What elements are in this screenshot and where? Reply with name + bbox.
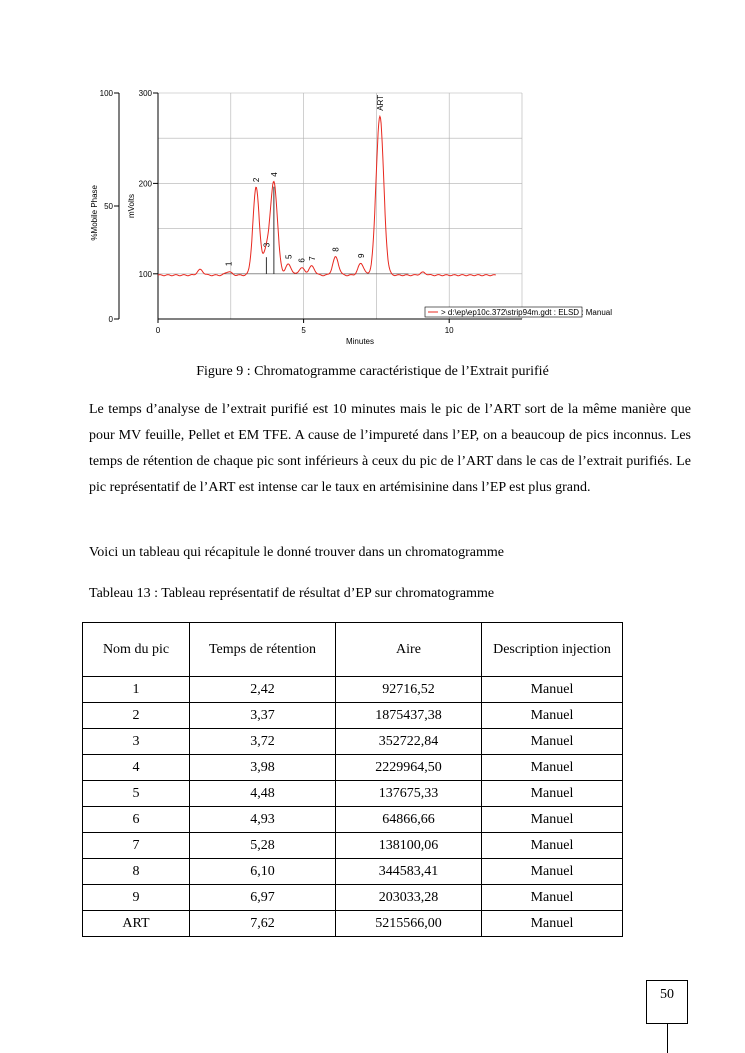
x-tick-label: 10 <box>444 326 454 335</box>
cell-injection: Manuel <box>482 781 623 807</box>
cell-peak-name: 7 <box>83 833 190 859</box>
cell-injection: Manuel <box>482 703 623 729</box>
cell-retention-time: 3,98 <box>190 755 336 781</box>
cell-injection: Manuel <box>482 677 623 703</box>
peak-label: 5 <box>284 254 294 259</box>
cell-peak-name: ART <box>83 911 190 937</box>
chromatogram-chart <box>85 85 665 355</box>
cell-injection: Manuel <box>482 885 623 911</box>
y-tick-label: 200 <box>138 179 152 189</box>
table-row <box>83 885 623 911</box>
cell-injection: Manuel <box>482 807 623 833</box>
cell-retention-time: 3,37 <box>190 703 336 729</box>
table-row <box>83 833 623 859</box>
cell-injection: Manuel <box>482 729 623 755</box>
cell-retention-time: 2,42 <box>190 677 336 703</box>
y2-tick-label: 0 <box>108 315 113 324</box>
analysis-paragraph: Le temps d’analyse de l’extrait purifié est 10 minutes mais le pic de l’ART sort de la même manière que pour MV feuille, Pellet et EM TFE. A cause de l’impureté dans l’EP, on a beaucoup de pics inconnus. Les temps de rétention de chaque pic sont inférieurs à ceux du pic de l’ART dans le cas de l’extrait purifiés. Le pic représentatif de l’ART est intense car le taux en artémisinine dans l’EP est plus grand. <box>89 402 691 495</box>
cell-area: 5215566,00 <box>336 911 482 937</box>
cell-peak-name: 8 <box>83 859 190 885</box>
peak-label: 3 <box>262 242 272 248</box>
table-title: Tableau 13 : Tableau représentatif de résultat d’EP sur chromatogramme <box>89 586 495 601</box>
cell-area: 64866,66 <box>336 807 482 833</box>
x-tick-label: 5 <box>301 326 306 335</box>
cell-retention-time: 6,97 <box>190 885 336 911</box>
table-row <box>83 677 623 703</box>
table-row <box>83 703 623 729</box>
y2-tick-label: 100 <box>99 89 113 98</box>
cell-injection: Manuel <box>482 833 623 859</box>
cell-area: 1875437,38 <box>336 703 482 729</box>
summary-paragraph: Voici un tableau qui récapitule le donné trouver dans un chromatogramme <box>89 545 504 560</box>
page-number-line <box>667 1024 668 1053</box>
legend-label: > d:\ep\ep10c.372\strip94m.gdt : ELSD : Manual <box>441 308 612 317</box>
table-row <box>83 755 623 781</box>
x-axis-label: Minutes <box>345 337 375 346</box>
peak-label: ART <box>375 94 385 111</box>
table-header-row <box>83 623 623 677</box>
y-tick-label: 300 <box>138 89 152 98</box>
header-injection: Description injection <box>482 623 623 677</box>
cell-area: 92716,52 <box>336 677 482 703</box>
peak-label: 9 <box>356 253 366 259</box>
peak-label: 8 <box>331 247 341 252</box>
table-row <box>83 911 623 937</box>
cell-area: 138100,06 <box>336 833 482 859</box>
cell-retention-time: 3,72 <box>190 729 336 755</box>
table-row <box>83 781 623 807</box>
cell-peak-name: 1 <box>83 677 190 703</box>
cell-area: 352722,84 <box>336 729 482 755</box>
cell-retention-time: 7,62 <box>190 911 336 937</box>
y2-tick-label: 50 <box>104 202 113 211</box>
peak-label: 7 <box>307 256 317 261</box>
cell-peak-name: 2 <box>83 703 190 729</box>
signal-trace <box>158 116 496 275</box>
results-table <box>82 622 623 937</box>
chromatogram-svg <box>85 85 665 355</box>
cell-peak-name: 6 <box>83 807 190 833</box>
page-number: 50 <box>646 980 688 1024</box>
header-area: Aire <box>336 623 482 677</box>
cell-retention-time: 4,48 <box>190 781 336 807</box>
cell-area: 203033,28 <box>336 885 482 911</box>
cell-retention-time: 4,93 <box>190 807 336 833</box>
cell-injection: Manuel <box>482 755 623 781</box>
cell-injection: Manuel <box>482 859 623 885</box>
table-row <box>83 859 623 885</box>
cell-peak-name: 4 <box>83 755 190 781</box>
cell-area: 344583,41 <box>336 859 482 885</box>
figure-caption: Figure 9 : Chromatogramme caractéristique de l’Extrait purifié <box>196 364 549 379</box>
cell-area: 137675,33 <box>336 781 482 807</box>
peak-label: 6 <box>297 258 307 263</box>
cell-area: 2229964,50 <box>336 755 482 781</box>
peak-label: 2 <box>252 177 262 183</box>
y-axis-label: mVolts <box>127 193 136 219</box>
y2-axis-label: %Mobile Phase <box>90 184 99 241</box>
header-retention-time: Temps de rétention <box>190 623 336 677</box>
cell-retention-time: 5,28 <box>190 833 336 859</box>
table-row <box>83 807 623 833</box>
table-row <box>83 729 623 755</box>
cell-peak-name: 3 <box>83 729 190 755</box>
peak-label: 4 <box>269 172 279 177</box>
x-tick-label: 0 <box>155 326 161 335</box>
header-peak-name: Nom du pic <box>83 623 190 677</box>
peak-label: 1 <box>224 261 234 267</box>
cell-peak-name: 9 <box>83 885 190 911</box>
y-tick-label: 100 <box>138 269 152 279</box>
cell-retention-time: 6,10 <box>190 859 336 885</box>
cell-injection: Manuel <box>482 911 623 937</box>
cell-peak-name: 5 <box>83 781 190 807</box>
